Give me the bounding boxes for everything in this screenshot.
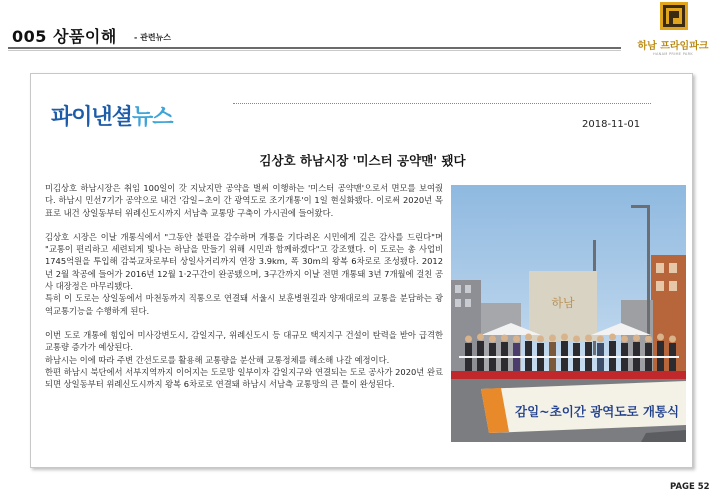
ceremony-photo-illustration xyxy=(451,185,686,442)
header-divider-thin xyxy=(8,50,621,51)
logo-english-name: HANAM PRIME PARK xyxy=(653,52,693,56)
company-logo xyxy=(628,2,718,64)
article-body xyxy=(45,182,443,390)
logo-mark-icon xyxy=(660,2,688,30)
logo-name: 하남 프라임파크 xyxy=(637,41,709,52)
dotted-rule xyxy=(233,103,651,104)
paragraph-6: 한편 하남시 북단에서 서부지역까지 이어지는 도로망 일부이자 감일지구와 연결되는 도로 공사가 2020년 완료되면 상일동부터 위례신도시까지 왕복 6차로로 연결돼 하남시 서남측 교통망의 큰 틀이 완성된다. xyxy=(45,366,443,390)
article-date: 2018-11-01 xyxy=(582,119,641,130)
paragraph-5: 하남시는 이에 따라 주변 간선도로를 활용해 교통량을 분산해 교통정체를 해소해 나갈 예정이다. xyxy=(45,354,390,365)
page-number: PAGE 52 xyxy=(670,482,710,492)
header-divider xyxy=(8,47,621,49)
ceremony-photo xyxy=(451,185,686,442)
newspaper-logo xyxy=(51,100,173,128)
svg-text:하남: 하남 xyxy=(551,296,575,310)
page-subtitle: - 관련뉴스 xyxy=(134,33,172,42)
banner-text: 감일~초이간 광역도로 개통식 xyxy=(515,404,680,419)
paragraph-2: 김상호 시장은 이날 개통식에서 "그동안 불편을 감수하며 개통을 기다려온 시민에게 깊은 감사를 드린다"며 "교통이 편리하고 세련되게 빛나는 하남을 만들기 위해 시민과 함께하겠다"고 강조했다. 이 도로는 총 사업비 1745억원을 투입해 감북교차로부터 상일사거리까지 연장 3.9km, 폭 30m의 왕복 6차로로 조성됐다. 2012년 2월 착공에 들어가 2016년 12월 1·2구간이 완공됐으며, 3구간까지 이날 전면 개통돼 3년 7개월에 걸친 공사 대장정은 마무리됐다. xyxy=(45,231,443,292)
article-headline: 김상호 하남시장 '미스터 공약맨' 됐다 xyxy=(259,153,466,168)
news-clipping xyxy=(30,73,693,468)
newspaper-logo-part1: 파이낸셜 xyxy=(51,105,133,130)
page-title: 005 상품이해 xyxy=(12,27,117,46)
paragraph-4: 이번 도로 개통에 힘입어 미사강변도시, 감일지구, 위례신도시 등 대규모 택지지구 건설이 탄력을 받아 급격한 교통량 증가가 예상된다. xyxy=(45,329,443,353)
paragraph-1: 미김상호 하남시장은 취임 100일이 갓 지났지만 공약을 벌써 이행하는 '미스터 공약맨'으로서 면모를 보여줬다. 하남시 민선7기가 공약으로 내건 '감일~초이 간 광역도로 조기개통'이 1일 현실화됐다. 이로써 2020년 목표로 내건 상일동부터 위례신도시까지 서남측 교통망 구축이 가시권에 들어왔다. xyxy=(45,183,443,218)
newspaper-logo-part2: 뉴스 xyxy=(132,105,173,130)
paragraph-3: 특히 이 도로는 상일동에서 마천동까지 직통으로 연결돼 서울시 보훈병원길과 양재대로의 교통을 분담하는 광역교통기능을 수행하게 된다. xyxy=(45,293,443,316)
